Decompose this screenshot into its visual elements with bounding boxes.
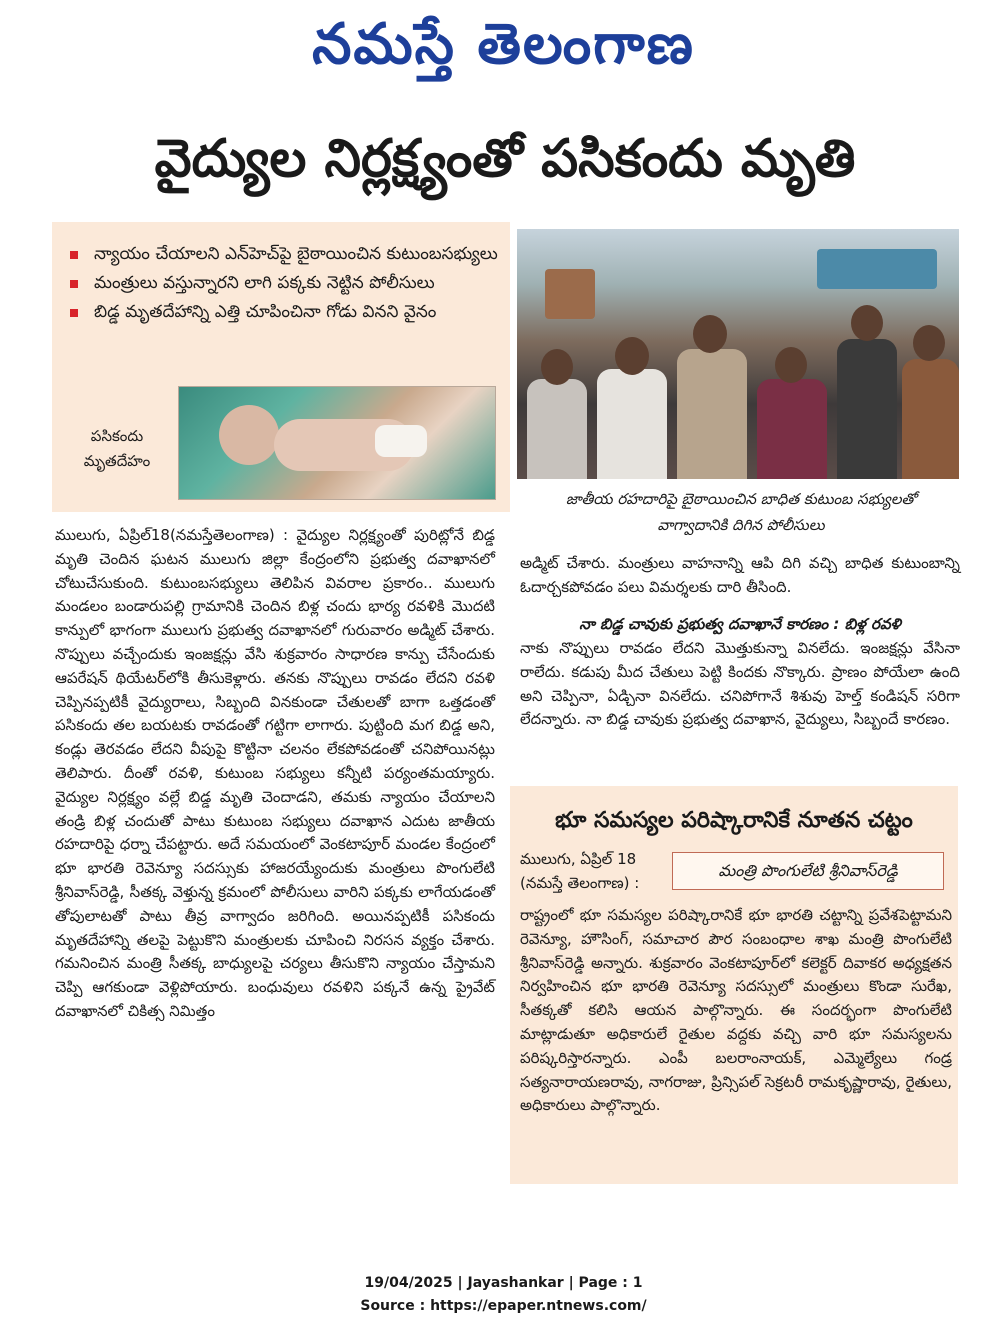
footer-source-link[interactable]: Source : https://epaper.ntnews.com/ [360, 1298, 647, 1314]
sidebar-story-title: భూ సమస్యల పరిష్కారానికే నూతన చట్టం [555, 808, 913, 833]
quote-subheading: నా బిడ్డ చావుకు ప్రభుత్వ దవాఖానే కారణం : బిళ్ల రవళి [579, 615, 901, 633]
sidebar-story-body: రాష్ట్రంలో భూ సమస్యల పరిష్కారానికే భూ భారతి చట్టాన్ని ప్రవేశపెట్టామని రెవెన్యూ, హౌసింగ్, సమాచార పౌర సంబంధాల శాఖ మంత్రి పొంగులేటి శ్రీనివాస్‌రెడ్డి అన్నారు. శుక్రవారం వెంకటాపూర్‌లో కలెక్టర్ దివాకర అధ్యక్షతన నిర్వహించిన భూ భారతి రెవెన్యూ సదస్సులో మంత్రులు కొండా సురేఖ, సీతక్కతో కలిసి ఆయన పాల్గొన్నారు. ఈ సందర్భంగా పొంగులేటి మాట్లాడుతూ అధికారులే రైతుల వద్దకు వచ్చి వారి భూ సమస్యలను పరిష్కరిస్తారన్నారు. ఎంపీ బలరాంనాయక్, ఎమ్మెల్యేలు గండ్ర సత్యనారాయణరావు, నాగరాజు, ప్రిన్సిపల్ సెక్రటరీ రామకృష్ణారావు, రైతులు, అధికారులు పాల్గొన్నారు. [520, 906, 952, 1115]
article-headline: వైద్యుల నిర్లక్ష్యంతో పసికందు మృతి [154, 129, 856, 189]
bullet-icon [70, 309, 78, 317]
article-body-left: ములుగు, ఏప్రిల్18(నమస్తేతెలంగాణ) : వైద్యుల నిర్లక్ష్యంతో పురిట్లోనే బిడ్డ మృతి చెందిన ఘటన ములుగు జిల్లా కేంద్రంలోని ప్రభుత్వ దవాఖానలో చోటుచేసుకుంది. కుటుంబసభ్యులు తెలిపిన వివరాల ప్రకారం.. ములుగు మండలం బండారుపల్లి గ్రామానికి చెందిన బిళ్ల చందు భార్య రవళికి మొదటి కాన్పులో భాగంగా ములుగు ప్రభుత్వ దవాఖానలో గురువారం అడ్మిట్ చేశారు. నొప్పులు వచ్చేందుకు ఇంజక్షన్లు వేసి శుక్రవారం సాధారణ కాన్పు చేసేందుకు ఆపరేషన్ థియేటర్‌లోకి తీసుకెళ్లారు. తనకు నొప్పులు రావడం లేదని రవళి చెప్పినప్పటికీ వైద్యురాలు, సిబ్బంది వినకుండా చేతులతో బాగా ఒత్తడంతో పసికందు తల బయటకు రావడంతో గట్టిగా లాగారు. పుట్టింది మగ బిడ్డ అని, కండ్లు తెరవడం లేదని వీపుపై కొట్టినా చలనం లేకపోవడంతో చనిపోయినట్లు తెలిపారు. దీంతో రవళి, కుటుంబ సభ్యులు కన్నీటి పర్యంతమయ్యారు. వైద్యుల నిర్లక్ష్యం వల్లే బిడ్డ మృతి చెందాడని, తమకు న్యాయం చేయాలని తండ్రి బిళ్ల చందుతో పాటు కుటుంబ సభ్యులు దవాఖాన ఎదుట జాతీయ రహదారిపై ధర్నా చేపట్టారు. అదే సమయంలో వెంకటాపూర్ మండల కేంద్రంలో భూ భారతి రెవెన్యూ సదస్సుకు హాజరయ్యేందుకు మంత్రులు పొంగులేటి శ్రీనివాస్‌రెడ్డి, సీతక్క వెళ్తున్న క్రమంలో పోలీసులు వారిని పక్కకు లాగేయడంతో తోపులాటతో పాటు తీవ్ర వాగ్వాదం జరిగింది. అయినప్పటికీ పసికందు మృతదేహాన్ని తలపై పెట్టుకొని మంత్రులకు చూపించి నిరసన వ్యక్తం చేశారు. గమనించిన మంత్రి సీతక్క బాధ్యులపై చర్యలు తీసుకొని న్యాయం చేస్తామని చెప్పి ఆగకుండా వెళ్లిపోయారు. బంధువులు రవళిని పక్కనే ఉన్న ప్రైవేట్ దవాఖానలో చికిత్స నిమిత్తం [55, 526, 495, 1020]
bullet-icon [70, 280, 78, 288]
baby-photo [178, 386, 496, 500]
newspaper-masthead: నమస్తే తెలంగాణ [312, 11, 695, 77]
crowd-photo-caption: జాతీయ రహదారిపై బైఠాయించిన బాధిత కుటుంబ సభ్యులతో వాగ్వాదానికి దిగిన పోలీసులు [565, 490, 917, 534]
article-body-continued: అడ్మిట్ చేశారు. మంత్రులు వాహనాన్ని ఆపి దిగి వచ్చి బాధిత కుటుంబాన్ని ఓదార్చకపోవడం పలు విమర్శలకు దారి తీసింది. [520, 554, 960, 596]
highlights-list [68, 240, 508, 327]
highlight-item: మంత్రులు వస్తున్నారని లాగి పక్కకు నెట్టిన పోలీసులు [68, 269, 508, 298]
bullet-icon [70, 251, 78, 259]
crowd-photo [517, 229, 959, 479]
minister-name-tag: మంత్రి పొంగులేటి శ్రీనివాస్‌రెడ్డి [672, 852, 944, 890]
footer-date-edition: 19/04/2025 | Jayashankar | Page : 1 [364, 1275, 643, 1291]
baby-photo-caption: పసికందు మృతదేహం [83, 427, 151, 470]
highlight-item: న్యాయం చేయాలని ఎన్‌హెచ్‌పై బైఠాయించిన కుటుంబసభ్యులు [68, 240, 508, 269]
highlight-item: బిడ్డ మృతదేహాన్ని ఎత్తి చూపించినా గోడు వినని వైనం [68, 298, 508, 327]
sidebar-story-dateline: ములుగు, ఏప్రిల్ 18 (నమస్తే తెలంగాణ) : [520, 850, 640, 892]
quote-body: నాకు నొప్పులు రావడం లేదని మొత్తుకున్నా వినలేదు. ఇంజక్షన్లు వేసినా రాలేదు. కడుపు మీద చేతులు పెట్టి కిందకు నొక్కారు. ప్రాణం పోయేలా ఉంది అని చెప్పినా, ఏడ్చినా వినలేదు. చనిపోగానే శిశువు హెల్త్ కండిషన్ సరిగా లేదన్నారు. నా బిడ్డ చావుకు ప్రభుత్వ దవాఖాన, వైద్యులు, సిబ్బందే కారణం. [520, 639, 960, 729]
